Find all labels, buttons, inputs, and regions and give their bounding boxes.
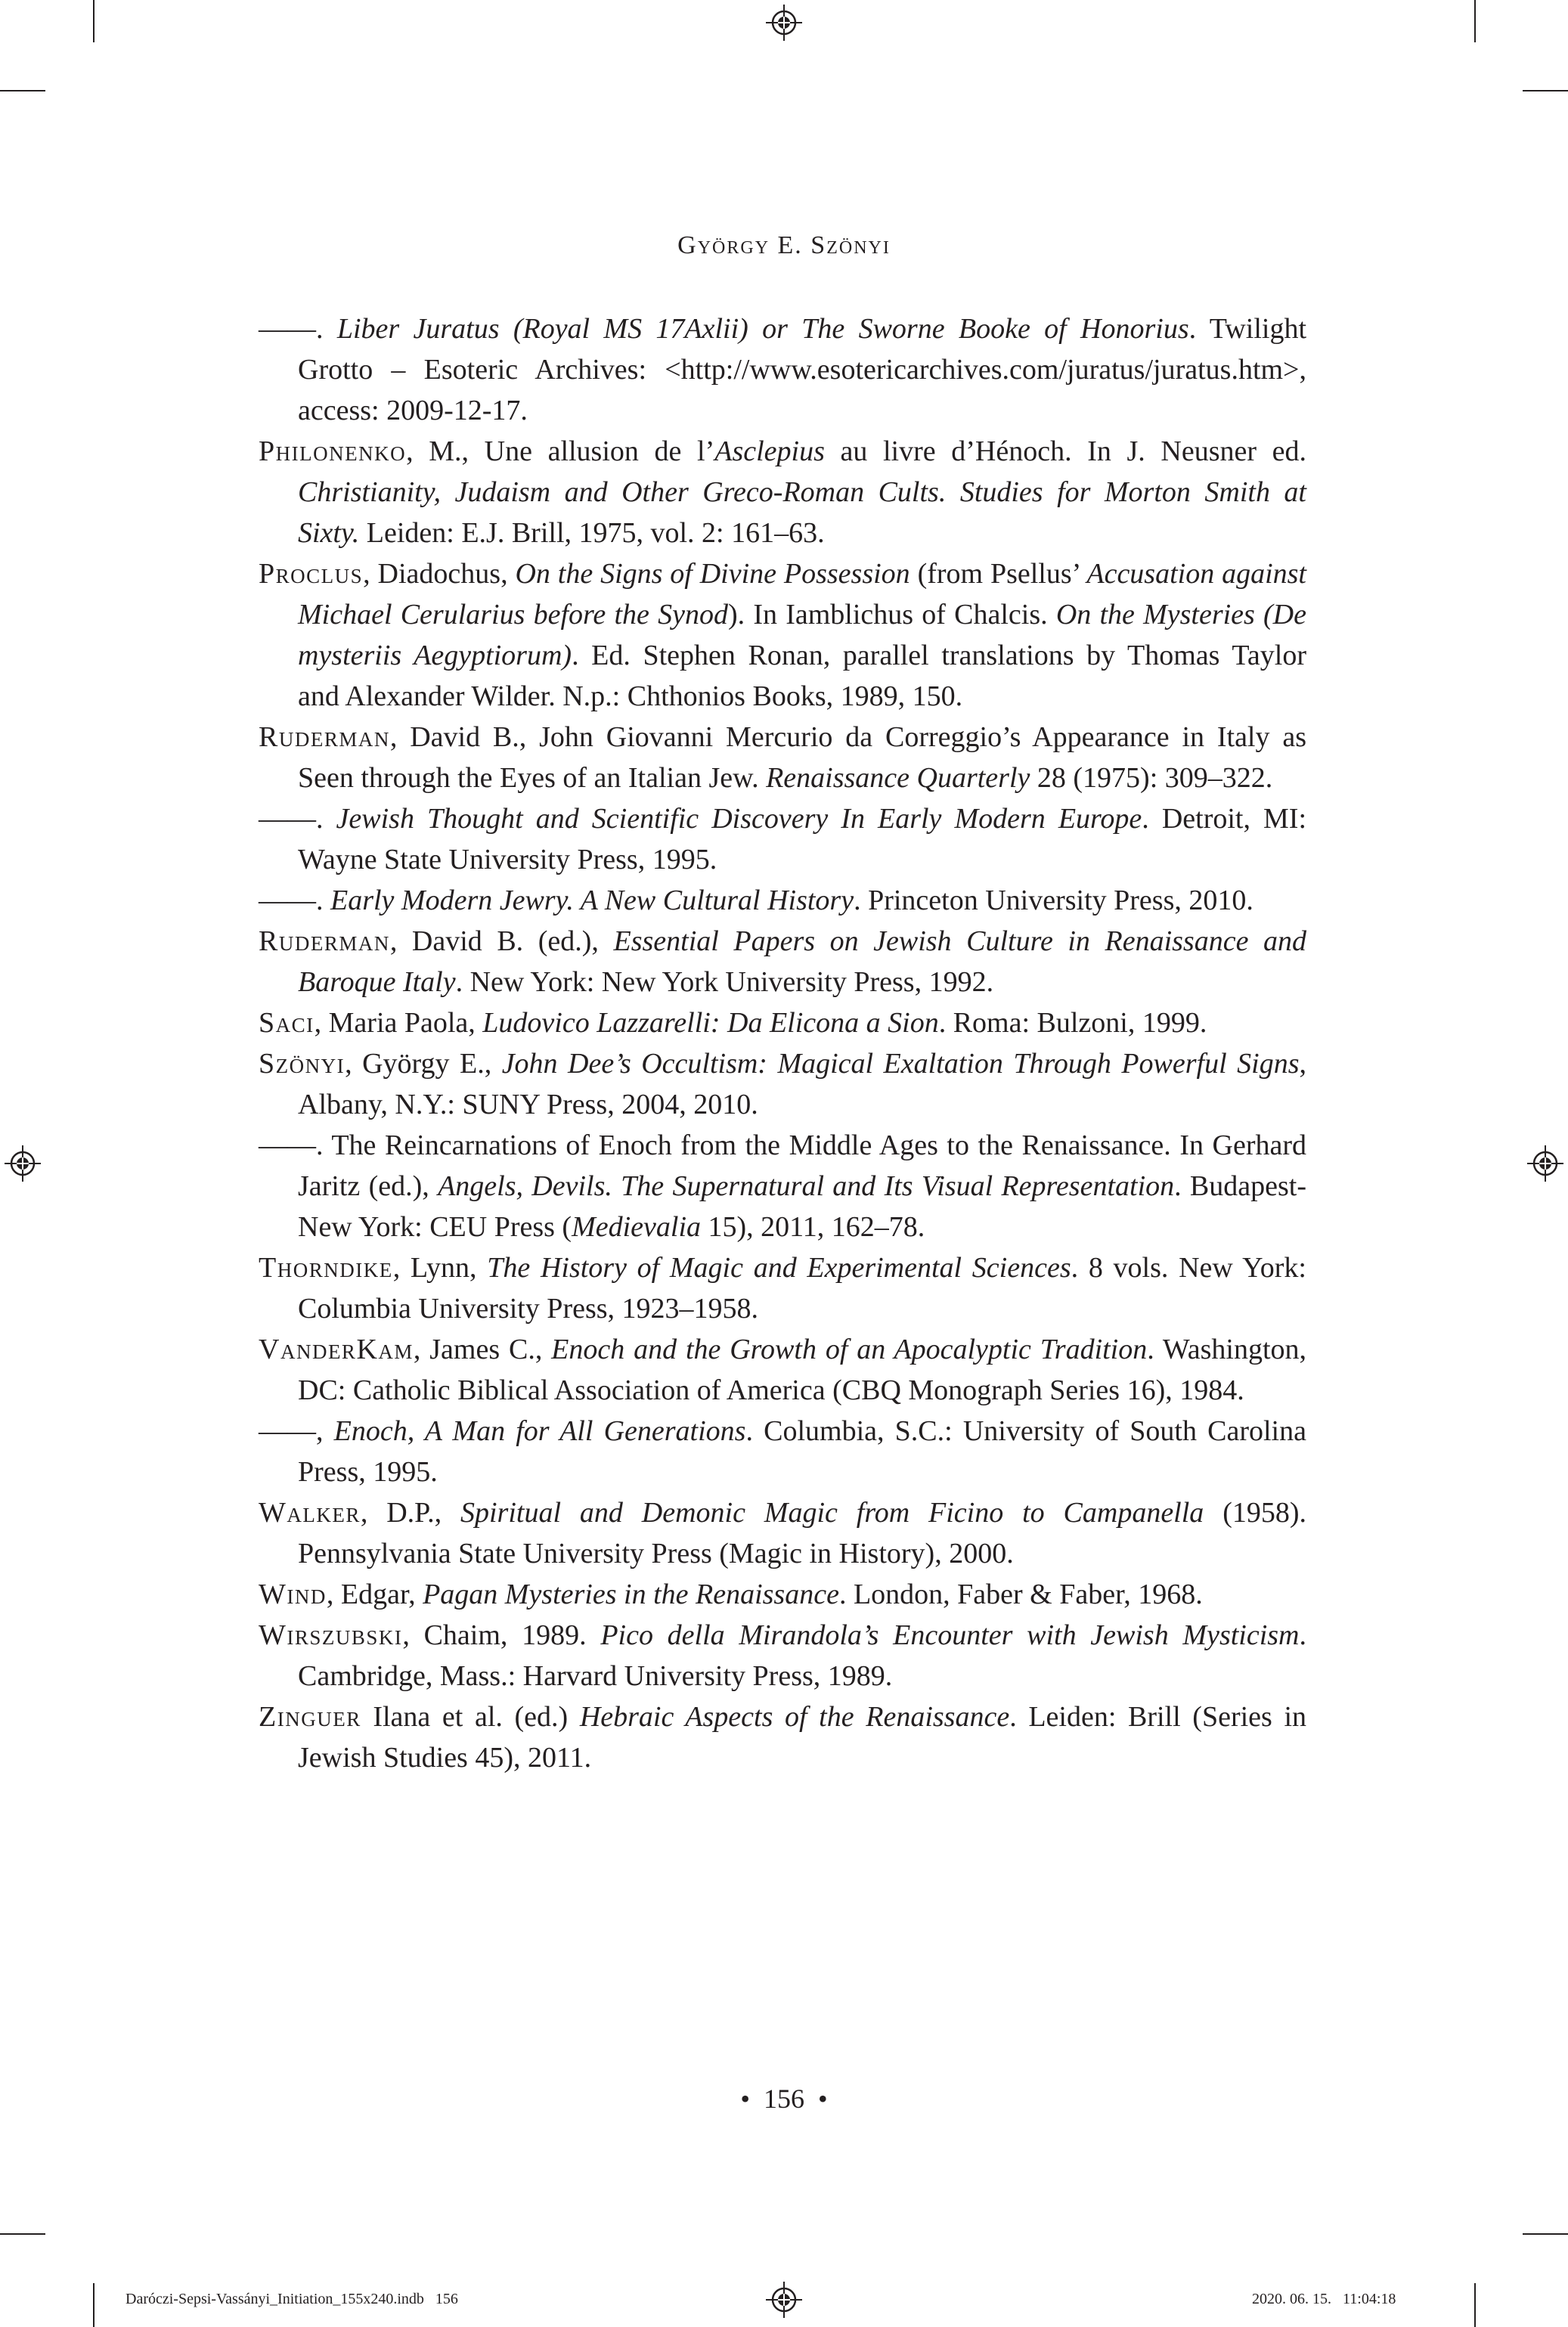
crop-mark-top-right: [1474, 0, 1476, 42]
page-number: 156: [764, 2084, 804, 2114]
entry-text: , Maria Paola,: [314, 1007, 483, 1039]
entry-text: . Leiden: Brill (Series in Jewish Studies 45), 2011.: [298, 1701, 1307, 1774]
entry-text: ——.: [259, 885, 330, 916]
bibliography-entry: [259, 921, 1306, 1002]
bibliography-entry: [259, 1411, 1306, 1492]
entry-text: , Diadochus,: [363, 558, 516, 590]
entry-text: (from Psellus’: [910, 558, 1087, 590]
entry-author: Ruderman: [259, 925, 390, 957]
entry-title: Accusation against Michael Cerularius before the Synod: [298, 558, 1306, 631]
bibliography-entry: [259, 1696, 1306, 1778]
entry-text: . 8 vols. New York: Columbia University Press, 1923–1958.: [298, 1252, 1306, 1325]
entry-text: ——.: [259, 803, 336, 835]
entry-text: . New York: New York University Press, 1992.: [455, 966, 994, 998]
entry-text: . Roma: Bulzoni, 1999.: [938, 1007, 1207, 1039]
bibliography-entry: [259, 1574, 1306, 1615]
entry-author: Thorndike: [259, 1252, 393, 1284]
entry-text: . Washington, DC: Catholic Biblical Association of America (CBQ Monograph Series 16), 1984.: [298, 1334, 1307, 1406]
entry-text: (1958). Pennsylvania State University Press (Magic in History), 2000.: [298, 1497, 1306, 1569]
entry-title: Pagan Mysteries in the Renaissance: [423, 1579, 839, 1610]
entry-author: VanderKam: [259, 1334, 414, 1365]
entry-title: Ludovico Lazzarelli: Da Elicona a Sion: [482, 1007, 939, 1039]
entry-text: , György E.,: [345, 1048, 502, 1080]
entry-text: ——. The Reincarnations of Enoch from the Middle Ages to the Renaissance. In Gerhard Jaritz (ed.),: [259, 1129, 1306, 1202]
entry-text: ). In Iamblichus of Chalcis.: [727, 599, 1056, 631]
entry-text: . Twilight Grotto – Esoteric Archives: <http://www.esotericarchives.com/juratus/juratus.htm>, access: 2009-12-17.: [298, 313, 1307, 426]
bibliography-entry: [259, 717, 1306, 798]
slug-timestamp: 2020. 06. 15. 11:04:18: [1252, 2291, 1396, 2307]
entry-text: , M., Une allusion de l’: [406, 435, 715, 467]
slug-file-info: Daróczi-Sepsi-Vassányi_Initiation_155x240.indb 156: [126, 2291, 458, 2307]
entry-author: Wirszubski: [259, 1619, 403, 1651]
bibliography-entry: [259, 1329, 1306, 1411]
bibliography-entry: [259, 1002, 1306, 1043]
entry-title: Early Modern Jewry. A New Cultural History: [330, 885, 854, 916]
bibliography-entry: [259, 308, 1306, 431]
entry-title: On the Mysteries (De mysteriis Aegyptiorum): [298, 599, 1306, 671]
bibliography-entry: [259, 1492, 1306, 1574]
entry-text: . London, Faber & Faber, 1968.: [838, 1579, 1203, 1610]
registration-target-icon: [1527, 1145, 1563, 1182]
bibliography-entry: [259, 1247, 1306, 1329]
entry-author: Zinguer: [259, 1701, 361, 1733]
entry-title: Renaissance Quarterly: [766, 762, 1030, 794]
entry-text: ——.: [259, 313, 337, 345]
entry-text: . Princeton University Press, 2010.: [854, 885, 1253, 916]
entry-text: , David B. (ed.),: [389, 925, 614, 957]
entry-title: Enoch and the Growth of an Apocalyptic Tradition: [551, 1334, 1148, 1365]
entry-text: au livre d’Hénoch. In J. Neusner ed.: [824, 435, 1306, 467]
entry-title: On the Signs of Divine Possession: [515, 558, 910, 590]
entry-text: , James C.,: [413, 1334, 552, 1365]
entry-title: Essential Papers on Jewish Culture in Renaissance and Baroque Italy: [298, 925, 1306, 998]
entry-title: John Dee’s Occultism: Magical Exaltation Through Powerful Signs: [501, 1048, 1300, 1080]
bibliography-entry: [259, 553, 1306, 717]
entry-title: Medievalia: [572, 1211, 702, 1243]
entry-author: Saci: [259, 1007, 315, 1039]
page-number-line: [0, 2083, 1568, 2115]
entry-text: , Lynn,: [392, 1252, 488, 1284]
entry-text: . Budapest-New York: CEU Press (: [298, 1170, 1306, 1243]
entry-text: , Chaim, 1989.: [402, 1619, 601, 1651]
bibliography-entry: [259, 1043, 1306, 1125]
entry-title: Spiritual and Demonic Magic from Ficino to Campanella: [460, 1497, 1204, 1529]
entry-title: Enoch, A Man for All Generations: [333, 1415, 746, 1447]
entry-author: Philonenko: [259, 435, 407, 467]
entry-author: Walker: [259, 1497, 361, 1529]
bibliography-entry: [259, 431, 1306, 553]
entry-text: , David B., John Giovanni Mercurio da Correggio’s Appearance in Italy as Seen through the Eyes of an Italian Jew.: [298, 721, 1306, 794]
entry-text: 15), 2011, 162–78.: [701, 1211, 925, 1243]
entry-title: Christianity, Judaism and Other Greco-Roman Cults. Studies for Morton Smith at Sixty.: [298, 476, 1306, 549]
registration-target-icon: [766, 5, 802, 41]
entry-text: . Detroit, MI: Wayne State University Press, 1995.: [298, 803, 1307, 875]
entry-text: , Albany, N.Y.: SUNY Press, 2004, 2010.: [298, 1048, 1306, 1120]
bullet-right: •: [818, 2084, 828, 2114]
entry-text: . Cambridge, Mass.: Harvard University Press, 1989.: [298, 1619, 1306, 1692]
bibliography-entry: [259, 880, 1306, 921]
running-head: György E. Szönyi: [677, 231, 891, 259]
entry-title: Hebraic Aspects of the Renaissance: [579, 1701, 1010, 1733]
entry-title: Liber Juratus (Royal MS 17Axlii) or The Sworne Booke of Honorius: [336, 313, 1189, 345]
crop-mark-bottom-left-h: [0, 2233, 45, 2235]
entry-text: Ilana et al. (ed.): [361, 1701, 580, 1733]
entry-text: , D.P.,: [360, 1497, 460, 1529]
crop-mark-top-left: [93, 0, 95, 42]
bibliography-entry: [259, 1125, 1306, 1247]
crop-mark-bottom-right: [1474, 2283, 1476, 2327]
entry-author: Szönyi: [259, 1048, 346, 1080]
bibliography-list: [259, 308, 1306, 1778]
entry-text: , Edgar,: [326, 1579, 423, 1610]
registration-target-icon: [766, 2282, 802, 2318]
registration-target-icon: [5, 1145, 41, 1182]
entry-author: Ruderman: [259, 721, 390, 753]
entry-author: Proclus: [259, 558, 364, 590]
bibliography-entry: [259, 1615, 1306, 1696]
entry-text: Leiden: E.J. Brill, 1975, vol. 2: 161–63.: [359, 517, 825, 549]
entry-author: Wind: [259, 1579, 327, 1610]
entry-title: Angels, Devils. The Supernatural and Its Visual Representation: [438, 1170, 1175, 1202]
entry-text: ——,: [259, 1415, 334, 1447]
entry-text: 28 (1975): 309–322.: [1030, 762, 1273, 794]
crop-mark-top-right-h: [1523, 90, 1568, 91]
entry-title: Pico della Mirandola’s Encounter with Jewish Mysticism: [600, 1619, 1300, 1651]
entry-title: Jewish Thought and Scientific Discovery In Early Modern Europe: [336, 803, 1142, 835]
entry-title: Asclepius: [714, 435, 825, 467]
crop-mark-top-left-h: [0, 90, 45, 91]
bullet-left: •: [740, 2084, 750, 2114]
entry-text: . Columbia, S.C.: University of South Carolina Press, 1995.: [298, 1415, 1306, 1488]
crop-mark-bottom-right-h: [1523, 2233, 1568, 2235]
entry-text: . Ed. Stephen Ronan, parallel translations by Thomas Taylor and Alexander Wilder. N.p.: Chthonios Books, 1989, 150.: [298, 640, 1306, 712]
crop-mark-bottom-left: [93, 2283, 95, 2327]
bibliography-entry: [259, 798, 1306, 880]
entry-title: The History of Magic and Experimental Sciences: [487, 1252, 1071, 1284]
